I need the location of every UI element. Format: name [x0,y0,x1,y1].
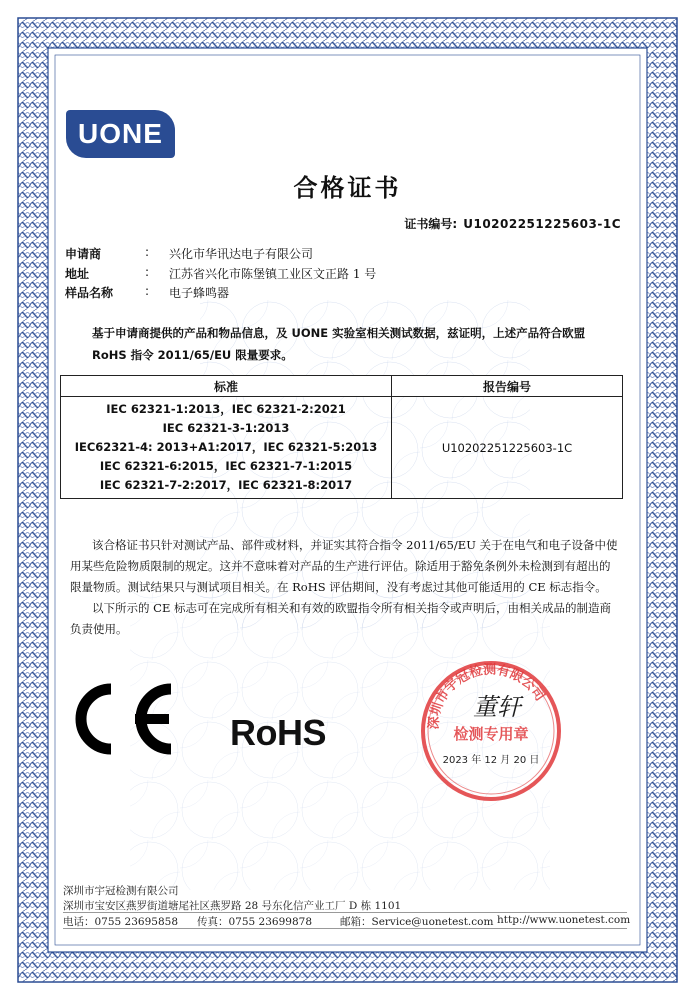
disclaimer-paragraph [70,535,625,640]
footer-divider [63,928,627,929]
disclaimer-line: 以下所示的 CE 标志可在完成所有相关和有效的欧盟指令所有相关指令或声明后，由相关成品的制造商 [92,601,611,615]
footer-fax: 传真：0755 23699878 [197,916,313,928]
footer-website-link[interactable]: http://www.uonetest.com [497,914,631,926]
report-number-header: 报告编号 [392,376,623,397]
footer-tel: 电话：0755 23695858 [63,916,179,928]
issue-date: 2023 年 12 月 20 日 [442,755,540,766]
footer-email[interactable]: 邮箱：Service@uonetest.com [340,916,494,928]
info-row-address [65,265,376,282]
compliance-line: RoHS 指令 2011/65/EU 限量要求。 [92,348,293,362]
info-row-applicant [65,245,313,262]
uone-logo: UONE [66,110,175,158]
certificate-number-value: U10202251225603-1C [463,217,621,231]
disclaimer-line: 限量物质。测试结果只与测试项目相关。在 RoHS 评估期间，没有考虑过其他可能适用的 CE 标志指令。 [70,580,607,594]
info-label: 地址 [65,267,90,281]
footer-divider [63,912,627,913]
info-value: 江苏省兴化市陈堡镇工业区文正路 1 号 [169,267,377,281]
footer-address: 深圳市宝安区燕罗街道塘尾社区燕罗路 28 号东化信产业工厂 D 栋 1101 [63,900,402,912]
info-colon: : [145,245,150,259]
table-row [61,397,623,499]
info-value: 电子蜂鸣器 [169,286,230,300]
disclaimer-line: 负责使用。 [70,622,128,636]
certificate-number-label: 证书编号: [404,217,458,231]
table-header-row [61,376,623,397]
info-value: 兴化市华讯达电子有限公司 [169,247,314,261]
ce-mark-icon [67,683,179,755]
disclaimer-line: 用某些危险物质限制的规定。这并不意味着对产品的生产进行评估。除适用于豁免条例外未检测到有超出的 [70,559,611,573]
standard-item: IEC 62321-3-1:2013 [162,421,290,435]
standard-item: IEC62321-4: 2013+A1:2017，IEC 62321-5:2013 [74,440,378,454]
standards-table [60,375,623,499]
disclaimer-line: 该合格证书只针对测试产品、部件或材料，并证实其符合指令 2011/65/EU 关于在电气和电子设备中使 [92,538,618,552]
seal-center-text: 检测专用章 [453,725,529,743]
info-colon: : [145,265,150,279]
info-row-sample [65,284,229,301]
compliance-statement [92,322,624,366]
standard-item: IEC 62321-6:2015，IEC 62321-7-1:2015 [99,459,353,473]
report-number-cell: U10202251225603-1C [392,397,623,499]
standard-item: IEC 62321-1:2013，IEC 62321-2:2021 [106,402,346,416]
info-label: 申请商 [65,247,102,261]
standard-item: IEC 62321-7-2:2017，IEC 62321-8:2017 [99,478,353,492]
rohs-mark: RoHS [230,712,326,753]
signature: 董轩 [473,693,521,721]
compliance-line: 基于申请商提供的产品和物品信息，及 UONE 实验室相关测试数据，兹证明，上述产品符合欧盟 [92,326,586,340]
footer-company: 深圳市宇冠检测有限公司 [63,885,179,897]
info-colon: : [145,284,150,298]
info-label: 样品名称 [65,286,114,300]
standards-cell [61,397,392,499]
seal-ring-text: 深圳市宇冠检测有限公司 [426,662,548,730]
page-title: 合格证书 [293,174,402,202]
company-seal [417,657,565,805]
certificate-number [404,215,621,232]
standards-header: 标准 [61,376,392,397]
